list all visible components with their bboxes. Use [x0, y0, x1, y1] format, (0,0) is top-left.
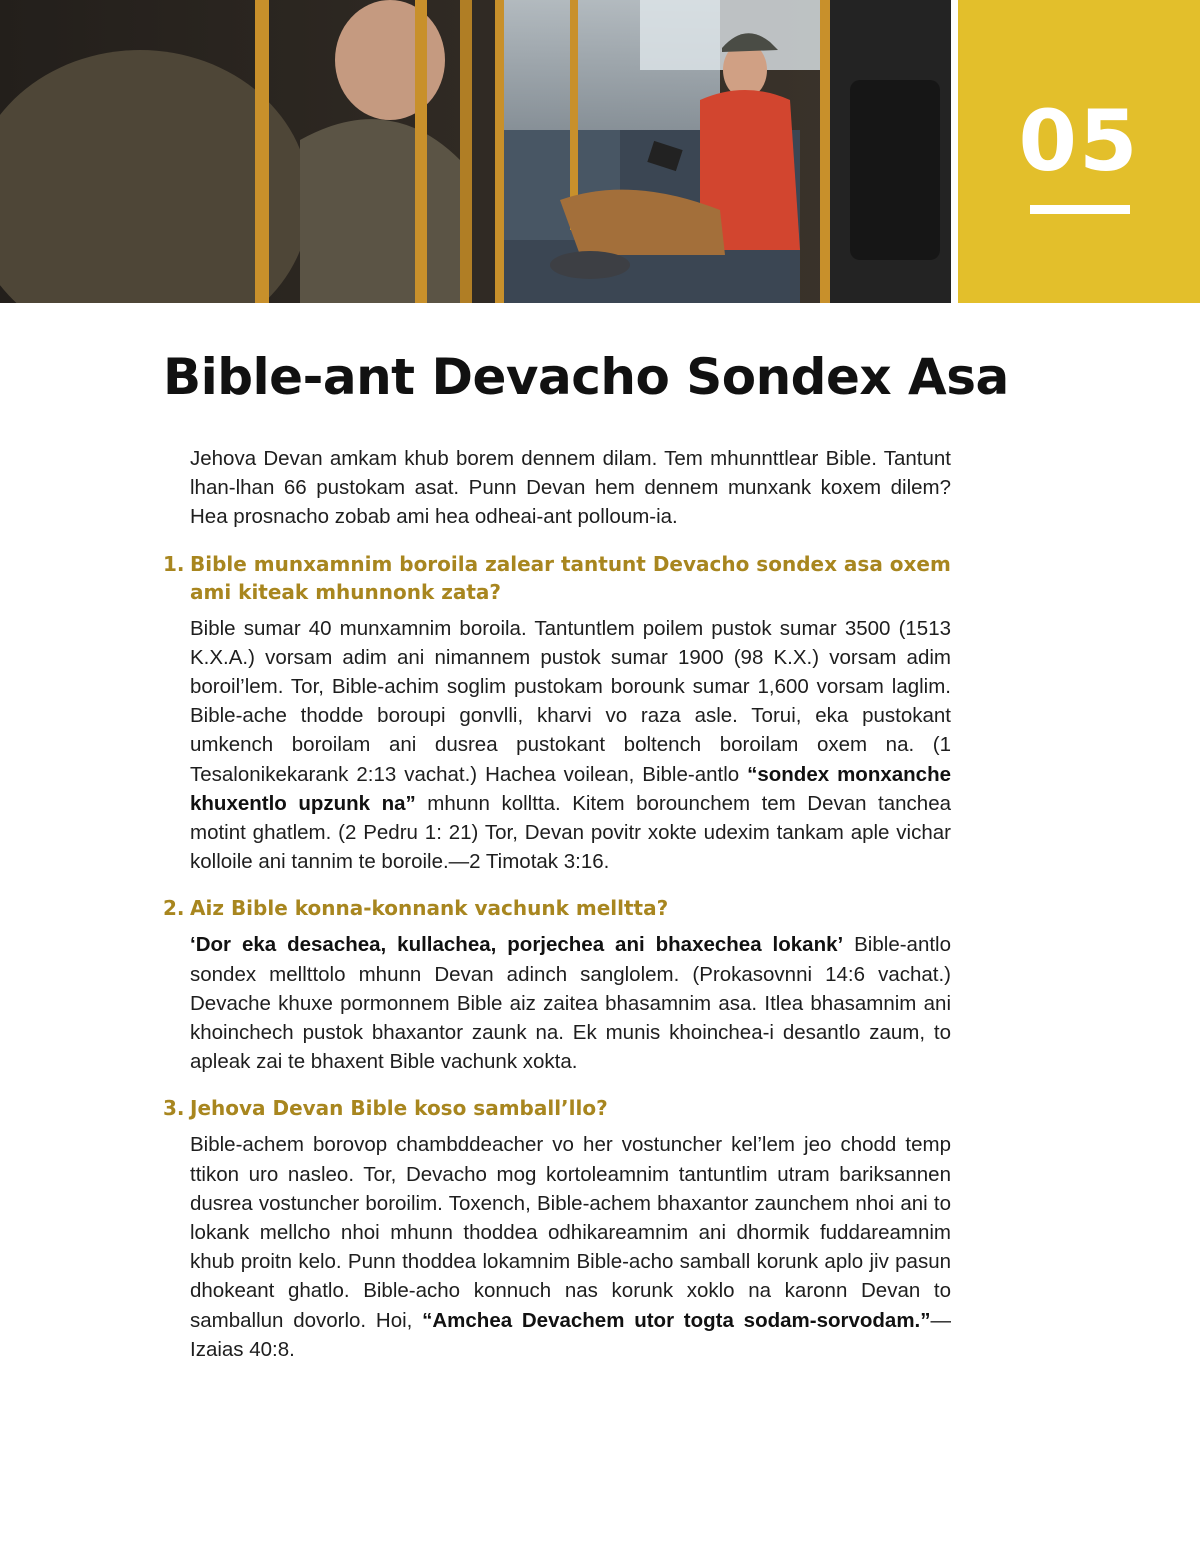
answer-emphasis: “Amchea Devachem utor togta sodam-sorvodam.” — [422, 1308, 931, 1332]
page-title: Bible-ant Devacho Sondex Asa — [163, 348, 1009, 406]
answer-emphasis: “sondex monxanche khuxentlo upzunk na” — [190, 762, 952, 815]
answer-text: Bible sumar 40 munxamnim boroila. Tantuntlem poilem pustok sumar 3500 (1513 K.X.A.) vorsam adim ani nimannem pustok sumar 1900 (98 K.X.) vorsam adim boroil’lem. Tor, Bible-achim soglim pustokam borounk sumar 1,600 vorsam laglim. Bible-ache thodde boroupi gonvlli, kharvi vo raza asle. Torui, eka pustokant umkench boroilam ani dusrea pustokant boltench boroilam oxem na. (1 Tesalonikekarank 2:13 vachat.) Hachea voilean, Bible-antlo — [190, 616, 951, 786]
answer-2 — [190, 930, 951, 1076]
bus-scene-illustration — [0, 0, 951, 303]
answer-text: mhunn kolltta. Kitem borounchem tem Devan tanchea motint ghatlem. (2 Pedru 1: 21) Tor, Devan povitr xokte udexim tankam aple vichar kolloile ani tannim te boroile.—2 Timotak 3:16. — [190, 791, 951, 874]
article-body — [163, 444, 951, 1364]
intro-paragraph: Jehova Devan amkam khub borem dennem dilam. Tem mhunnttlear Bible. Tantunt lhan-lhan 66 pustokam asat. Punn Devan hem dennem munxank koxem dilem? Hea prosnacho zobab ami hea odheai-ant polloum-ia. — [190, 447, 951, 529]
chapter-number: 05 — [1018, 92, 1140, 190]
question-text: Aiz Bible konna-konnank vachunk melltta? — [190, 896, 669, 921]
hero-photo — [0, 0, 951, 303]
question-3 — [163, 1094, 951, 1122]
answer-emphasis: ‘Dor eka desachea, kullachea, porjechea ani bhaxechea lokank’ — [190, 933, 844, 957]
question-number: 1. — [163, 551, 185, 576]
chapter-underline — [1030, 205, 1130, 214]
question-1 — [163, 550, 951, 606]
answer-text: Bible-antlo sondex mellttolo mhunn Devan adinch sanglolem. (Prokasovnni 14:6 vachat.) Devache khuxe pormonnem Bible aiz zaitea bhasamnim asa. Itlea bhasamnim ani khoinchech pustok bhaxantor zaunk na. Ek munis khoinchea-i desantlo zaum, to apleak zai te bhaxent Bible vachunk xokta. — [190, 933, 951, 1074]
question-number: 3. — [163, 1096, 185, 1121]
question-text: Bible munxamnim boroila zalear tantunt Devacho sondex asa oxem ami kiteak mhunnonk zata? — [190, 551, 951, 604]
question-text: Jehova Devan Bible koso samball’llo? — [190, 1096, 608, 1121]
answer-1 — [190, 614, 951, 877]
chapter-badge — [958, 0, 1200, 303]
answer-text: —Izaias 40:8. — [190, 1308, 951, 1361]
question-number: 2. — [163, 896, 185, 921]
answer-3 — [190, 1130, 951, 1364]
question-2 — [163, 894, 951, 922]
answer-text: Bible-achem borovop chambddeacher vo her vostuncher kel’lem jeo chodd temp ttikon uro nasleo. Tor, Devacho mog kortoleamnim tantuntlim utram bariksannen dusrea vostuncher boroilim. Toxench, Bible-achem bhaxantor zaunchem nhoi ani to lokank mellcho nhoi mhunn thoddea odhikareamnim ani dhormik fuddareamnim khub proitn kelo. Punn thoddea lokamnim Bible-acho samball korunk aplo jiv pasun dhokeant ghatlo. Bible-acho konnuch nas korunk xoklo na karonn Devan to samballun dovorlo. Hoi, — [190, 1133, 951, 1332]
